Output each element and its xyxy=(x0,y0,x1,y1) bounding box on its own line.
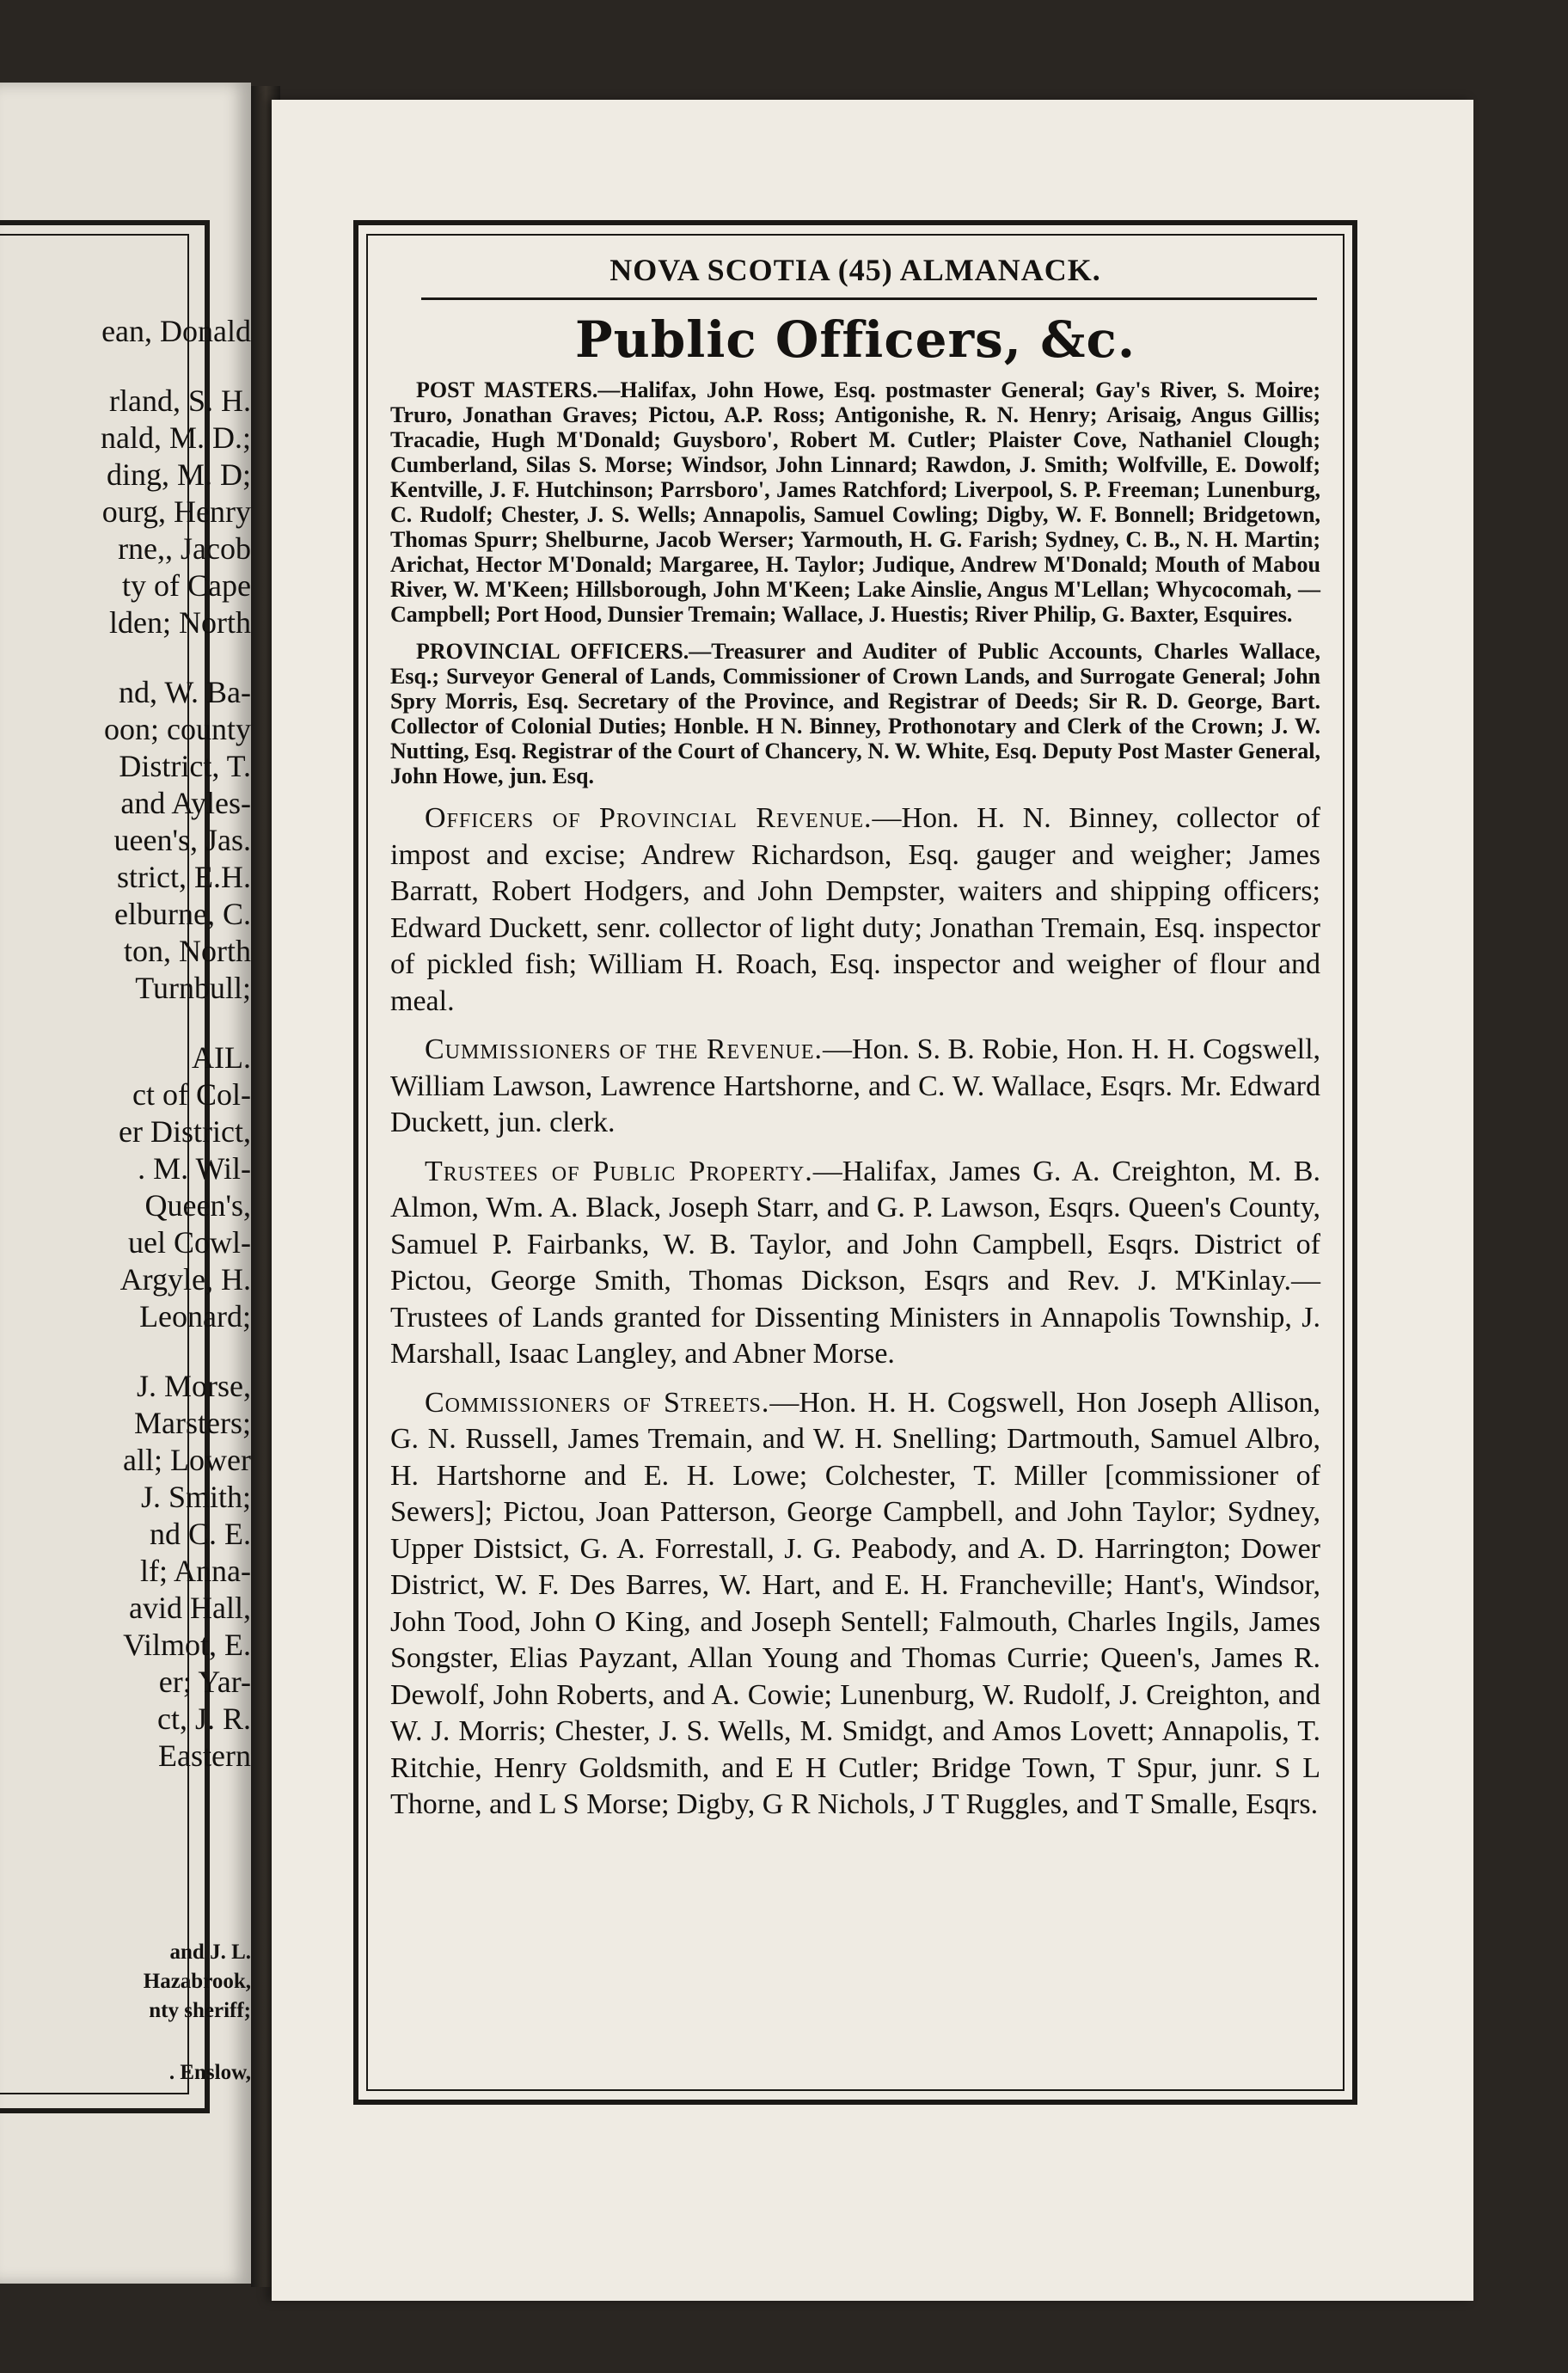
left-page-line: District, T. xyxy=(119,749,251,783)
left-page-line: rne,, Jacob xyxy=(118,531,251,566)
running-header: NOVA SCOTIA (45) ALMANACK. xyxy=(609,253,1101,287)
officers-revenue-paragraph xyxy=(390,800,1320,1020)
left-page-line: nald, M. D.; xyxy=(101,420,251,455)
left-page-line: nd C. E. xyxy=(149,1517,251,1551)
left-page-line: Leonard; xyxy=(139,1299,251,1334)
left-page-line: nty sheriff; xyxy=(149,1999,251,2022)
left-page-line: Queen's, xyxy=(144,1188,251,1223)
trustees-heading: Trustees of Public Property. xyxy=(425,1155,813,1187)
left-page-line: Argyle, H. xyxy=(119,1262,251,1297)
left-page-line: all; Lower xyxy=(123,1443,251,1477)
left-page-line: avid Hall, xyxy=(129,1591,251,1625)
left-page-line: ourg, Henry xyxy=(101,494,251,529)
left-page-line: elburne, C. xyxy=(114,897,251,931)
left-page-line: AIL. xyxy=(192,1040,251,1075)
trustees-text: —Halifax, James G. A. Creighton, M. B. Almon, Wm. A. Black, Joseph Starr, and G. P. Lawson, Esqrs. Queen's County, Samuel P. Fairbanks, W. B. Taylor, and John Campbell, Esqrs. District of Pictou, George Smith, Thomas Dickson, Esqrs and Rev. J. M'Kinlay.—Trustees of Lands granted for Dissenting Ministers in Annapolis Township, J. Marshall, Isaac Langley, and Abner Morse. xyxy=(390,1155,1320,1370)
left-page-line xyxy=(28,1335,251,1368)
streets-paragraph xyxy=(390,1385,1320,1824)
left-page-line: ty of Cape xyxy=(122,568,251,603)
left-page-text-bottom xyxy=(28,1938,251,2088)
left-page-line: and J. L. xyxy=(169,1941,251,1964)
left-page-line: Hazabrook, xyxy=(143,1970,251,1993)
left-page-line: and Ayles- xyxy=(120,786,251,820)
left-page-line: ct of Col- xyxy=(132,1077,251,1112)
left-page-line: Turnbull; xyxy=(135,971,251,1005)
officers-revenue-heading: Officers of Provincial Revenue. xyxy=(425,802,873,834)
commissioners-revenue-heading: Cummissioners of the Revenue. xyxy=(425,1033,824,1065)
left-page-line: ean, Donald xyxy=(101,314,251,348)
left-page-line xyxy=(28,350,251,383)
section-title: Public Officers, &c. xyxy=(574,310,1136,369)
trustees-paragraph xyxy=(390,1154,1320,1373)
left-page-text xyxy=(28,313,251,1775)
left-page-line: lden; North xyxy=(109,605,251,640)
left-page-line: strict, E.H. xyxy=(117,860,251,894)
streets-heading: Commissioners of Streets. xyxy=(425,1386,770,1419)
left-page-line: . Enslow, xyxy=(168,2061,251,2084)
officers-revenue-text: —Hon. H. N. Binney, collector of impost and excise; Andrew Richardson, Esq. gauger and weigher; James Barratt, Robert Hodgers, and John Dempster, waiters and shipping officers; Edward Duckett, senr. collector of light duty; Jonathan Tremain, Esq. inspector of pickled fish; William H. Roach, Esq. inspector and weigher of flour and meal. xyxy=(390,802,1320,1017)
left-page-line: lf; Anna- xyxy=(140,1554,251,1588)
left-page-line: er District, xyxy=(119,1114,251,1149)
left-page-line: . M. Wil- xyxy=(138,1151,251,1186)
left-page-line xyxy=(28,641,251,674)
right-page xyxy=(272,100,1473,2301)
commissioners-revenue-paragraph xyxy=(390,1032,1320,1142)
left-page-line xyxy=(28,2026,251,2058)
provincial-officers-paragraph: PROVINCIAL OFFICERS.—Treasurer and Auditer of Public Accounts, Charles Wallace, Esq.; Surveyor General of Lands, Commissioner of Crown Lands, and Surrogate General; John Spry Morris, Esq. Secretary of the Province, and Registrar of Deeds; Sir R. D. George, Bart. Collector of Colonial Duties; Honble. H N. Binney, Prothonotary and Clerk of the Crown; J. W. Nutting, Esq. Registrar of the Court of Chancery, N. W. White, Esq. Deputy Post Master General, John Howe, jun. Esq. xyxy=(390,639,1320,788)
left-page-line: ueen's, Jas. xyxy=(113,823,251,857)
left-page-line: ct, J. R. xyxy=(156,1702,251,1736)
left-page-line: nd, W. Ba- xyxy=(118,675,251,709)
left-page-line: er; Yar- xyxy=(158,1665,251,1699)
left-page-line: J. Morse, xyxy=(137,1369,251,1403)
left-page-line: uel Cowl- xyxy=(128,1225,251,1260)
left-page-line: oon; county xyxy=(104,712,251,746)
page-content xyxy=(390,251,1320,1824)
left-page-line: Vilmot, E. xyxy=(123,1628,251,1662)
commissioners-revenue-text: —Hon. S. B. Robie, Hon. H. H. Cogswell, William Lawson, Lawrence Hartshorne, and C. W. Wallace, Esqrs. Mr. Edward Duckett, jun. clerk. xyxy=(390,1033,1321,1138)
left-page-line xyxy=(28,1007,251,1039)
left-page-line: Marsters; xyxy=(134,1406,251,1440)
post-masters-paragraph: POST MASTERS.—Halifax, John Howe, Esq. postmaster General; Gay's River, S. Moire; Truro, Jonathan Graves; Pictou, A.P. Ross; Antigonishe, R. N. Henry; Arisaig, Angus Gillis; Tracadie, Hugh M'Donald; Guysboro', Robert M. Cutler; Plaister Cove, Nathaniel Clough; Cumberland, Silas S. Morse; Windsor, John Linnard; Rawdon, J. Smith; Wolfville, E. Dowolf; Kentville, J. F. Hutchinson; Parrsboro', James Ratchford; Liverpool, S. P. Freeman; Lunenburg, C. Rudolf; Chester, J. S. Wells; Annapolis, Samuel Cowling; Digby, W. F. Bonnell; Bridgetown, Thomas Spurr; Shelburne, Jacob Werser; Yarmouth, H. G. Farish; Sydney, C. B., N. H. Martin; Arichat, Hector M'Donald; Margaree, H. Taylor; Judique, Andrew M'Donald; Mouth of Mabou River, W. M'Keen; Hillsborough, John M'Keen; Lake Ainslie, Angus M'Lellan; Whycocomah, — Campbell; Port Hood, Dunsier Tremain; Wallace, J. Huestis; River Philip, G. Baxter, Esquires. xyxy=(390,377,1320,627)
left-page-line: rland, S. H. xyxy=(109,383,251,418)
left-page-line: J. Smith; xyxy=(140,1480,251,1514)
streets-text: —Hon. H. H. Cogswell, Hon Joseph Allison, G. N. Russell, James Tremain, and W. H. Snelling; Dartmouth, Samuel Albro, H. Hartshorne and E. H. Lowe; Colchester, T. Miller [commissioner of Sewers]; Pictou, Joan Patterson, George Campbell, and John Taylor; Sydney, Upper Distsict, G. A. Forrestall, J. G. Peabody, and A. D. Harrington; Dower District, W. F. Des Barres, W. Hart, and E. H. Francheville; Hant's, Windsor, John Tood, John O King, and Joseph Sentell; Falmouth, Charles Ingils, James Songster, Elias Payzant, Allan Young and Thomas Currie; Queen's, James R. Dewolf, John Roberts, and A. Cowie; Lunenburg, W. Rudolf, J. Creighton, and W. J. Morris; Chester, J. S. Wells, M. Smidgt, and Amos Lovett; Annapolis, T. Ritchie, Henry Goldsmith, and E H Cutler; Bridge Town, T Spur, junr. S L Thorne, and L S Morse; Digby, G R Nichols, J T Ruggles, and T Smalle, Esqrs. xyxy=(390,1386,1320,1820)
left-page-line: ton, North xyxy=(124,934,251,968)
left-page-line: Eastern xyxy=(158,1738,251,1773)
left-page-line: ding, M. D; xyxy=(106,457,251,492)
left-page xyxy=(0,83,251,2284)
header-rule xyxy=(421,297,1317,300)
